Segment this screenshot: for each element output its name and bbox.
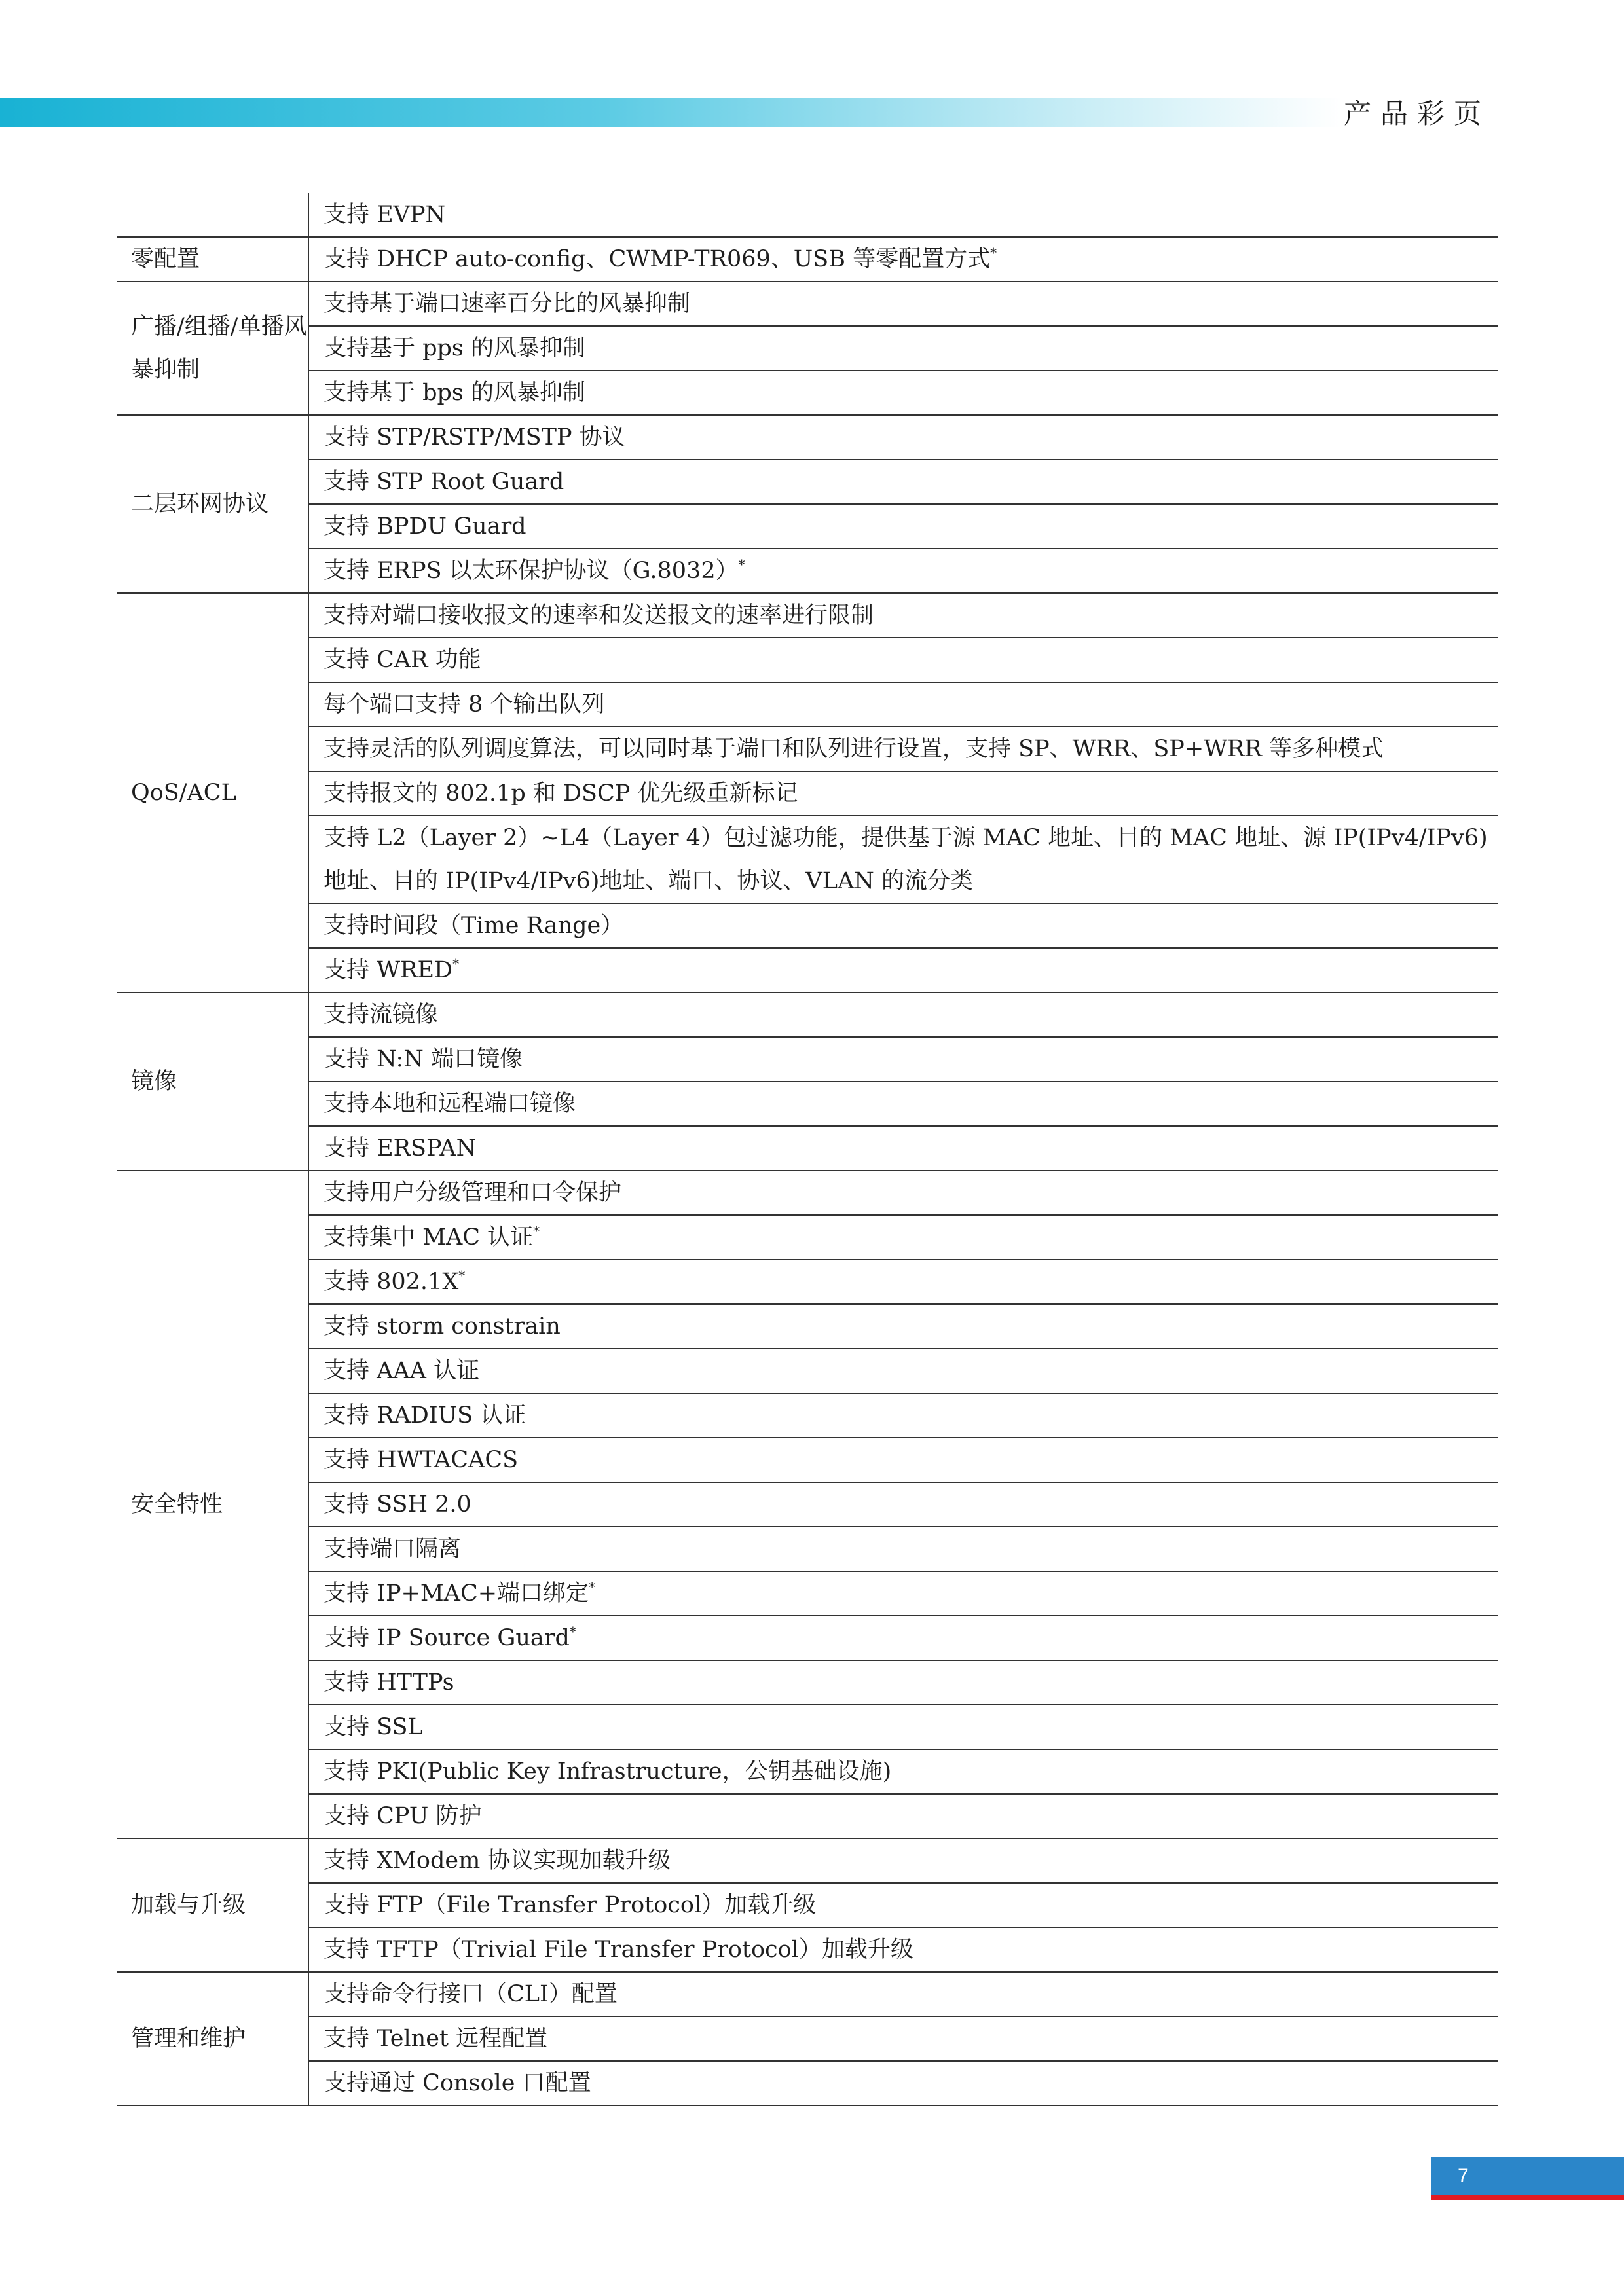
feature-cell — [308, 727, 1498, 771]
category-cell: 加载与升级 — [117, 1838, 308, 1972]
feature-text: 支持报文的 802.1p 和 DSCP 优先级重新标记 — [323, 780, 798, 807]
table-row — [117, 1082, 1498, 1126]
feature-cell — [308, 771, 1498, 816]
table-row — [117, 1794, 1498, 1838]
category-cell: QoS/ACL — [117, 593, 308, 993]
feature-text: 支持 SSL — [323, 1714, 423, 1740]
feature-table — [117, 193, 1498, 2106]
feature-cell — [308, 1705, 1498, 1749]
feature-cell — [308, 1037, 1498, 1082]
feature-text: 支持 EVPN — [323, 202, 446, 228]
feature-cell — [308, 1082, 1498, 1126]
feature-cell — [308, 460, 1498, 504]
table-row — [117, 1838, 1498, 1883]
feature-text: 支持 HTTPs — [323, 1669, 454, 1696]
feature-cell — [308, 1838, 1498, 1883]
feature-cell — [308, 282, 1498, 326]
feature-cell — [308, 1883, 1498, 1927]
table-row — [117, 1482, 1498, 1527]
feature-text: 支持 AAA 认证 — [323, 1358, 480, 1384]
feature-cell — [308, 816, 1498, 903]
feature-text: 支持 SSH 2.0 — [323, 1491, 471, 1518]
feature-text: 支持时间段（Time Range） — [323, 913, 624, 939]
feature-text: 支持 storm constrain — [323, 1313, 561, 1339]
table-row — [117, 993, 1498, 1037]
table-row — [117, 727, 1498, 771]
table-row — [117, 1616, 1498, 1660]
table-row — [117, 1527, 1498, 1571]
feature-text: 支持 DHCP auto-config、CWMP-TR069、USB 等零配置方式 — [323, 246, 991, 272]
optional-feature-mark: * — [990, 245, 997, 261]
feature-cell — [308, 2016, 1498, 2061]
optional-feature-mark: * — [738, 556, 745, 572]
page-header-title: 产品彩页 — [1344, 98, 1491, 130]
feature-cell — [308, 1749, 1498, 1794]
feature-text: 支持流镜像 — [323, 1002, 439, 1028]
table-row — [117, 1037, 1498, 1082]
table-row — [117, 282, 1498, 326]
table-row — [117, 948, 1498, 993]
feature-text: 支持 L2（Layer 2）~L4（Layer 4）包过滤功能，提供基于源 MAC 地址、目的 MAC 地址、源 IP(IPv4/IPv6)地址、目的 IP(IPv4/IPv6)地址、端口、协议、VLAN 的流分类 — [323, 825, 1488, 894]
category-cell: 安全特性 — [117, 1171, 308, 1838]
table-row — [117, 1438, 1498, 1482]
category-cell — [117, 193, 308, 237]
table-row — [117, 326, 1498, 371]
table-row — [117, 1705, 1498, 1749]
feature-cell — [308, 593, 1498, 638]
feature-cell — [308, 1972, 1498, 2016]
feature-text: 支持 CAR 功能 — [323, 647, 481, 673]
optional-feature-mark: * — [533, 1223, 540, 1239]
table-row — [117, 1972, 1498, 2016]
feature-cell — [308, 1616, 1498, 1660]
table-row — [117, 638, 1498, 682]
feature-text: 每个端口支持 8 个输出队列 — [323, 691, 605, 718]
feature-cell — [308, 504, 1498, 549]
feature-cell — [308, 1571, 1498, 1616]
feature-text: 支持 HWTACACS — [323, 1447, 519, 1473]
feature-cell — [308, 326, 1498, 371]
optional-feature-mark: * — [569, 1624, 576, 1639]
table-row — [117, 1171, 1498, 1215]
feature-text: 支持本地和远程端口镜像 — [323, 1091, 576, 1117]
feature-cell — [308, 1304, 1498, 1349]
feature-cell — [308, 415, 1498, 460]
page-number-box — [1431, 2157, 1624, 2200]
feature-text: 支持灵活的队列调度算法，可以同时基于端口和队列进行设置，支持 SP、WRR、SP+WRR 等多种模式 — [323, 736, 1384, 762]
page-number: 7 — [1458, 2165, 1469, 2187]
table-row — [117, 1393, 1498, 1438]
feature-cell — [308, 1660, 1498, 1705]
feature-cell — [308, 682, 1498, 727]
feature-text: 支持 BPDU Guard — [323, 513, 526, 539]
table-row — [117, 1215, 1498, 1260]
feature-text: 支持基于 pps 的风暴抑制 — [323, 335, 586, 361]
table-row — [117, 682, 1498, 727]
table-row — [117, 193, 1498, 237]
table-row — [117, 1749, 1498, 1794]
feature-text: 支持 WRED — [323, 957, 453, 983]
table-row — [117, 1126, 1498, 1171]
table-row — [117, 237, 1498, 282]
feature-text: 支持 N:N 端口镜像 — [323, 1046, 523, 1072]
feature-cell — [308, 2061, 1498, 2105]
feature-text: 支持 TFTP（Trivial File Transfer Protocol）加载升级 — [323, 1937, 913, 1963]
optional-feature-mark: * — [589, 1579, 596, 1595]
table-row — [117, 1927, 1498, 1972]
feature-text: 支持 XModem 协议实现加载升级 — [323, 1848, 671, 1874]
table-row — [117, 1883, 1498, 1927]
feature-text: 支持基于端口速率百分比的风暴抑制 — [323, 291, 691, 317]
feature-text: 支持 STP/RSTP/MSTP 协议 — [323, 424, 625, 450]
table-row — [117, 371, 1498, 415]
table-row — [117, 460, 1498, 504]
feature-text: 支持 IP Source Guard — [323, 1625, 570, 1651]
table-row — [117, 2061, 1498, 2105]
feature-text: 支持 ERPS 以太环保护协议（G.8032） — [323, 558, 739, 584]
table-row — [117, 2016, 1498, 2061]
header-band — [0, 98, 1342, 127]
category-cell: 零配置 — [117, 237, 308, 282]
table-row — [117, 1571, 1498, 1616]
feature-cell — [308, 903, 1498, 948]
category-cell: 二层环网协议 — [117, 415, 308, 593]
feature-text: 支持 STP Root Guard — [323, 469, 564, 495]
feature-text: 支持基于 bps 的风暴抑制 — [323, 380, 586, 406]
table-row — [117, 504, 1498, 549]
optional-feature-mark: * — [452, 956, 460, 972]
feature-cell — [308, 371, 1498, 415]
feature-cell — [308, 193, 1498, 237]
category-cell: 管理和维护 — [117, 1972, 308, 2105]
feature-cell — [308, 638, 1498, 682]
feature-cell — [308, 1171, 1498, 1215]
feature-cell — [308, 1126, 1498, 1171]
feature-cell — [308, 1393, 1498, 1438]
feature-cell — [308, 1349, 1498, 1393]
feature-text: 支持通过 Console 口配置 — [323, 2070, 591, 2096]
feature-cell — [308, 549, 1498, 593]
table-row — [117, 415, 1498, 460]
table-row — [117, 1260, 1498, 1304]
table-row — [117, 1660, 1498, 1705]
feature-cell — [308, 1215, 1498, 1260]
category-cell: 广播/组播/单播风暴抑制 — [117, 282, 308, 415]
table-row — [117, 903, 1498, 948]
feature-text: 支持 PKI(Public Key Infrastructure，公钥基础设施) — [323, 1758, 892, 1785]
feature-text: 支持命令行接口（CLI）配置 — [323, 1981, 618, 2007]
feature-text: 支持端口隔离 — [323, 1536, 462, 1562]
feature-cell — [308, 1438, 1498, 1482]
feature-text: 支持 FTP（File Transfer Protocol）加载升级 — [323, 1892, 817, 1918]
feature-text: 支持 RADIUS 认证 — [323, 1402, 526, 1429]
table-row — [117, 1304, 1498, 1349]
feature-text: 支持 802.1X — [323, 1269, 459, 1295]
feature-cell — [308, 1260, 1498, 1304]
table-row — [117, 771, 1498, 816]
feature-text: 支持 ERSPAN — [323, 1135, 477, 1161]
feature-cell — [308, 1527, 1498, 1571]
optional-feature-mark: * — [458, 1267, 466, 1283]
feature-cell — [308, 1794, 1498, 1838]
table-row — [117, 1349, 1498, 1393]
feature-cell — [308, 1927, 1498, 1972]
feature-text: 支持 Telnet 远程配置 — [323, 2026, 548, 2052]
category-cell: 镜像 — [117, 993, 308, 1171]
table-row — [117, 549, 1498, 593]
feature-text: 支持 IP+MAC+端口绑定 — [323, 1580, 589, 1607]
feature-cell — [308, 993, 1498, 1037]
table-row — [117, 816, 1498, 903]
table-row — [117, 593, 1498, 638]
feature-cell — [308, 237, 1498, 282]
feature-text: 支持对端口接收报文的速率和发送报文的速率进行限制 — [323, 602, 874, 629]
feature-cell — [308, 948, 1498, 993]
feature-text: 支持集中 MAC 认证 — [323, 1224, 534, 1250]
feature-cell — [308, 1482, 1498, 1527]
feature-text: 支持用户分级管理和口令保护 — [323, 1180, 622, 1206]
feature-text: 支持 CPU 防护 — [323, 1803, 482, 1829]
